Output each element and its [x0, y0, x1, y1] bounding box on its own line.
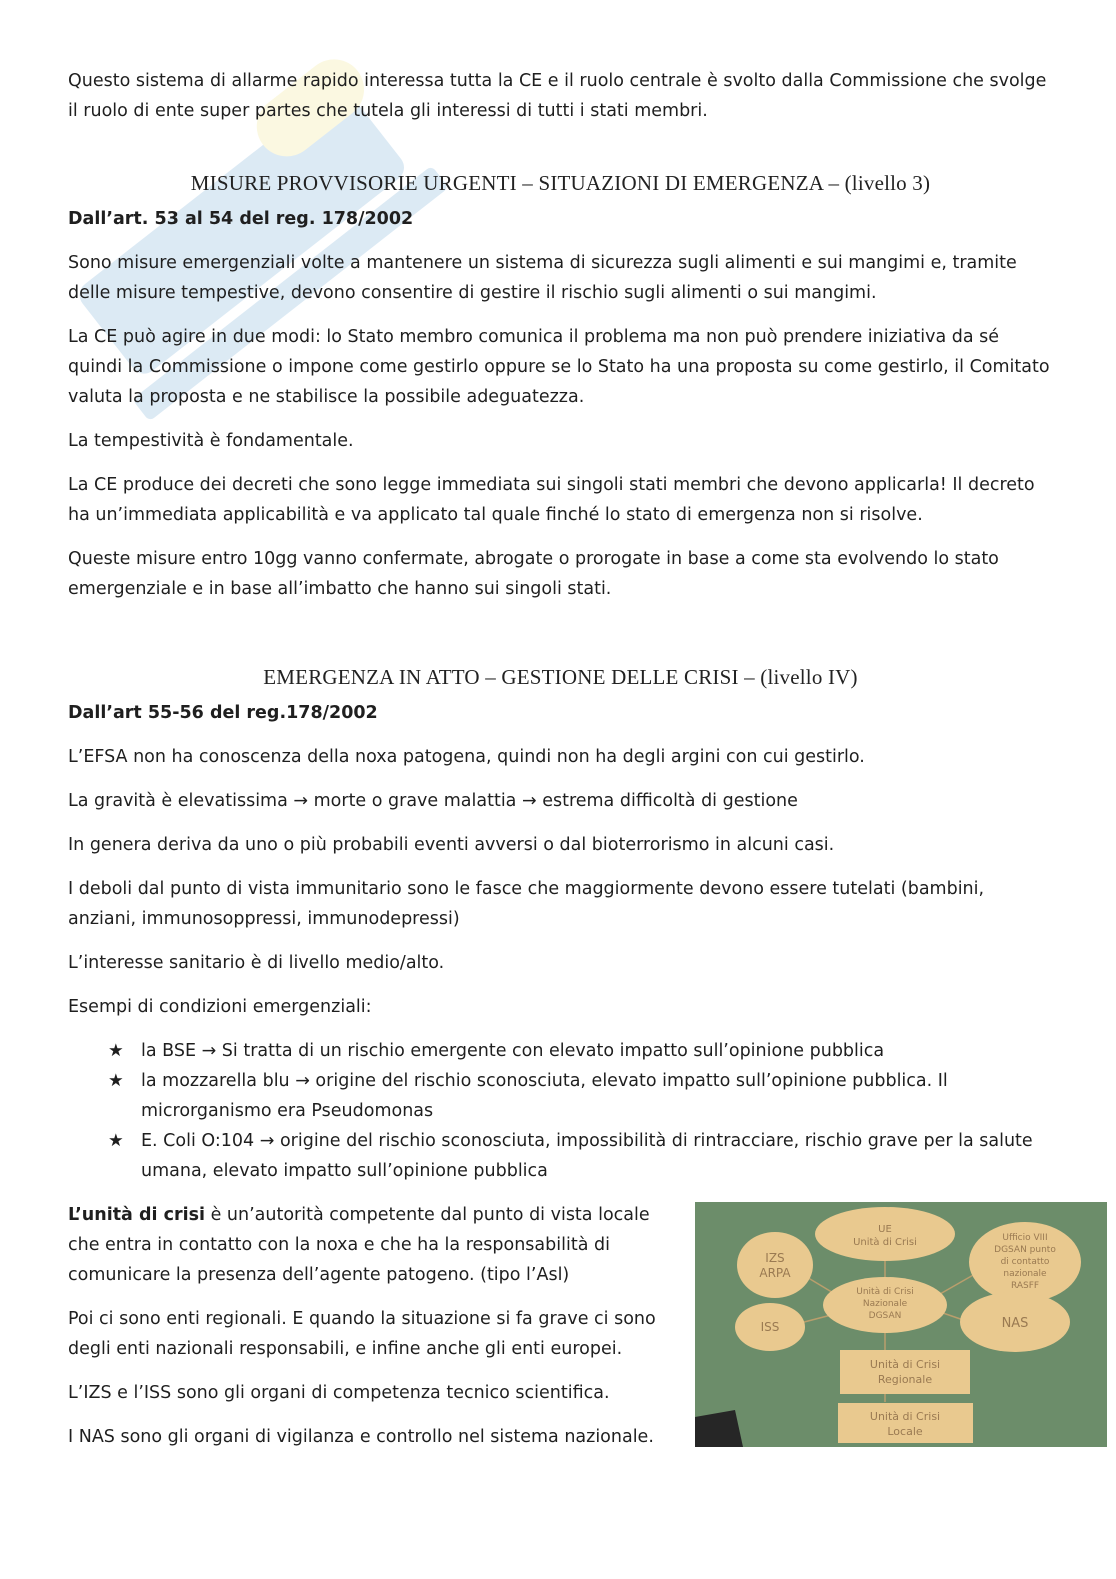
paragraph: L’IZS e l’ISS sono gli organi di competenza tecnico scientifica.: [68, 1383, 610, 1403]
svg-text:UE: UE: [878, 1224, 892, 1235]
paragraph: I NAS sono gli organi di vigilanza e controllo nel sistema nazionale.: [68, 1427, 654, 1447]
paragraph: L’EFSA non ha conoscenza della noxa patogena, quindi non ha degli argini con cui gestirlo.: [68, 747, 865, 767]
star-bullet-icon: ★: [108, 1041, 124, 1061]
list-item: [68, 1066, 1053, 1126]
svg-text:Locale: Locale: [887, 1425, 923, 1438]
section-subheading-level-4: Dall’art 55-56 del reg.178/2002: [68, 703, 378, 723]
node-unita-crisi-nazionale: [823, 1277, 947, 1333]
list-item: [68, 1126, 1053, 1186]
paragraph: La CE può agire in due modi: lo Stato membro comunica il problema ma non può prendere iniziativa da sé quindi la Commissione o impone come gestirlo oppure se lo Stato ha una proposta su come gestirlo, il Comitato valuta la proposta e ne stabilisce la possibile adeguatezza.: [68, 327, 1050, 407]
paragraph: Poi ci sono enti regionali. E quando la situazione si fa grave ci sono degli enti nazionali responsabili, e infine anche gli enti europei.: [68, 1309, 656, 1359]
svg-text:ISS: ISS: [760, 1320, 780, 1334]
svg-text:Nazionale: Nazionale: [862, 1299, 908, 1309]
document-body: [68, 66, 1056, 1466]
svg-text:RASFF: RASFF: [1010, 1281, 1040, 1291]
svg-text:Unità di Crisi: Unità di Crisi: [869, 1358, 941, 1371]
svg-text:DGSAN punto: DGSAN punto: [994, 1245, 1056, 1255]
examples-list: [68, 1036, 1053, 1186]
node-nas: [960, 1292, 1070, 1352]
svg-text:DGSAN: DGSAN: [868, 1311, 902, 1321]
star-bullet-icon: ★: [108, 1071, 124, 1091]
paragraph: Queste misure entro 10gg vanno confermate, abrogate o prorogate in base a come sta evolvendo lo stato emergenziale e in base all’imbatto che hanno sui singoli stati.: [68, 549, 999, 599]
paragraph: Esempi di condizioni emergenziali:: [68, 997, 372, 1017]
svg-text:di contatto: di contatto: [1000, 1257, 1050, 1267]
crisis-unit-term: L’unità di crisi: [68, 1205, 205, 1225]
svg-text:NAS: NAS: [1001, 1316, 1029, 1331]
paragraph: La tempestività è fondamentale.: [68, 431, 354, 451]
node-iss: [735, 1303, 805, 1351]
svg-text:Unità di Crisi: Unità di Crisi: [853, 1237, 917, 1248]
paragraph: La CE produce dei decreti che sono legge immediata sui singoli stati membri che devono applicarla! Il decreto ha un’immediata applicabilità e va applicato tal quale finché lo stato di emergenza non si risolve.: [68, 475, 1035, 525]
paragraph: L’interesse sanitario è di livello medio/alto.: [68, 953, 445, 973]
intro-paragraph: Questo sistema di allarme rapido interessa tutta la CE e il ruolo centrale è svolto dalla Commissione che svolge il ruolo di ente super partes che tutela gli interessi di tutti i stati membri.: [68, 71, 1047, 121]
section-heading-level-3: MISURE PROVVISORIE URGENTI – SITUAZIONI DI EMERGENZA – (livello 3): [190, 171, 931, 195]
paragraph: In genera deriva da uno o più probabili eventi avversi o dal bioterrorismo in alcuni casi.: [68, 835, 835, 855]
svg-text:Unità di Crisi: Unità di Crisi: [856, 1287, 914, 1297]
crisis-unit-paragraph: [68, 1200, 678, 1290]
node-ufficio-viii: [969, 1222, 1081, 1302]
paragraph: La gravità è elevatissima → morte o grave malattia → estrema difficoltà di gestione: [68, 791, 798, 811]
paragraph: I deboli dal punto di vista immunitario sono le fasce che maggiormente devono essere tutelati (bambini, anziani, immunosoppressi, immunodepressi): [68, 879, 985, 929]
paragraph: Sono misure emergenziali volte a mantenere un sistema di sicurezza sugli alimenti e sui mangimi e, tramite delle misure tempestive, devono consentire di gestire il rischio sugli alimenti o sui mangimi.: [68, 253, 1017, 303]
node-izs-arpa: [737, 1232, 813, 1298]
svg-text:nazionale: nazionale: [1003, 1269, 1047, 1279]
section-subheading-level-3: Dall’art. 53 al 54 del reg. 178/2002: [68, 209, 414, 229]
crisis-structure-diagram: [695, 1202, 1107, 1447]
node-ue: [815, 1207, 955, 1261]
list-item-text: E. Coli O:104 → origine del rischio sconosciuta, impossibilità di rintracciare, rischio grave per la salute umana, elevato impatto sull’opinione pubblica: [141, 1131, 1033, 1181]
svg-text:Unità di Crisi: Unità di Crisi: [869, 1410, 941, 1423]
list-item-text: la BSE → Si tratta di un rischio emergente con elevato impatto sull’opinione pubblica: [141, 1041, 885, 1061]
svg-text:Regionale: Regionale: [877, 1373, 933, 1386]
list-item-text: la mozzarella blu → origine del rischio sconosciuta, elevato impatto sull’opinione pubblica. Il microrganismo era Pseudomonas: [141, 1071, 948, 1121]
node-unita-crisi-locale: [838, 1403, 973, 1443]
crisis-structure-photo: [695, 1202, 1107, 1447]
crisis-unit-section: [68, 1200, 1056, 1452]
svg-text:Ufficio VIII: Ufficio VIII: [1002, 1233, 1048, 1243]
svg-text:ARPA: ARPA: [759, 1266, 791, 1280]
crisis-unit-definition: è un’autorità competente dal punto di vista locale che entra in contatto con la noxa e che ha la responsabilità di comunicare la presenza dell’agente patogeno. (tipo l’Asl): [68, 1205, 650, 1285]
section-heading-level-4: EMERGENZA IN ATTO – GESTIONE DELLE CRISI – (livello IV): [263, 665, 858, 689]
list-item: [68, 1036, 1053, 1066]
star-bullet-icon: ★: [108, 1131, 124, 1151]
node-unita-crisi-regionale: [840, 1350, 970, 1394]
svg-text:IZS: IZS: [765, 1251, 785, 1265]
